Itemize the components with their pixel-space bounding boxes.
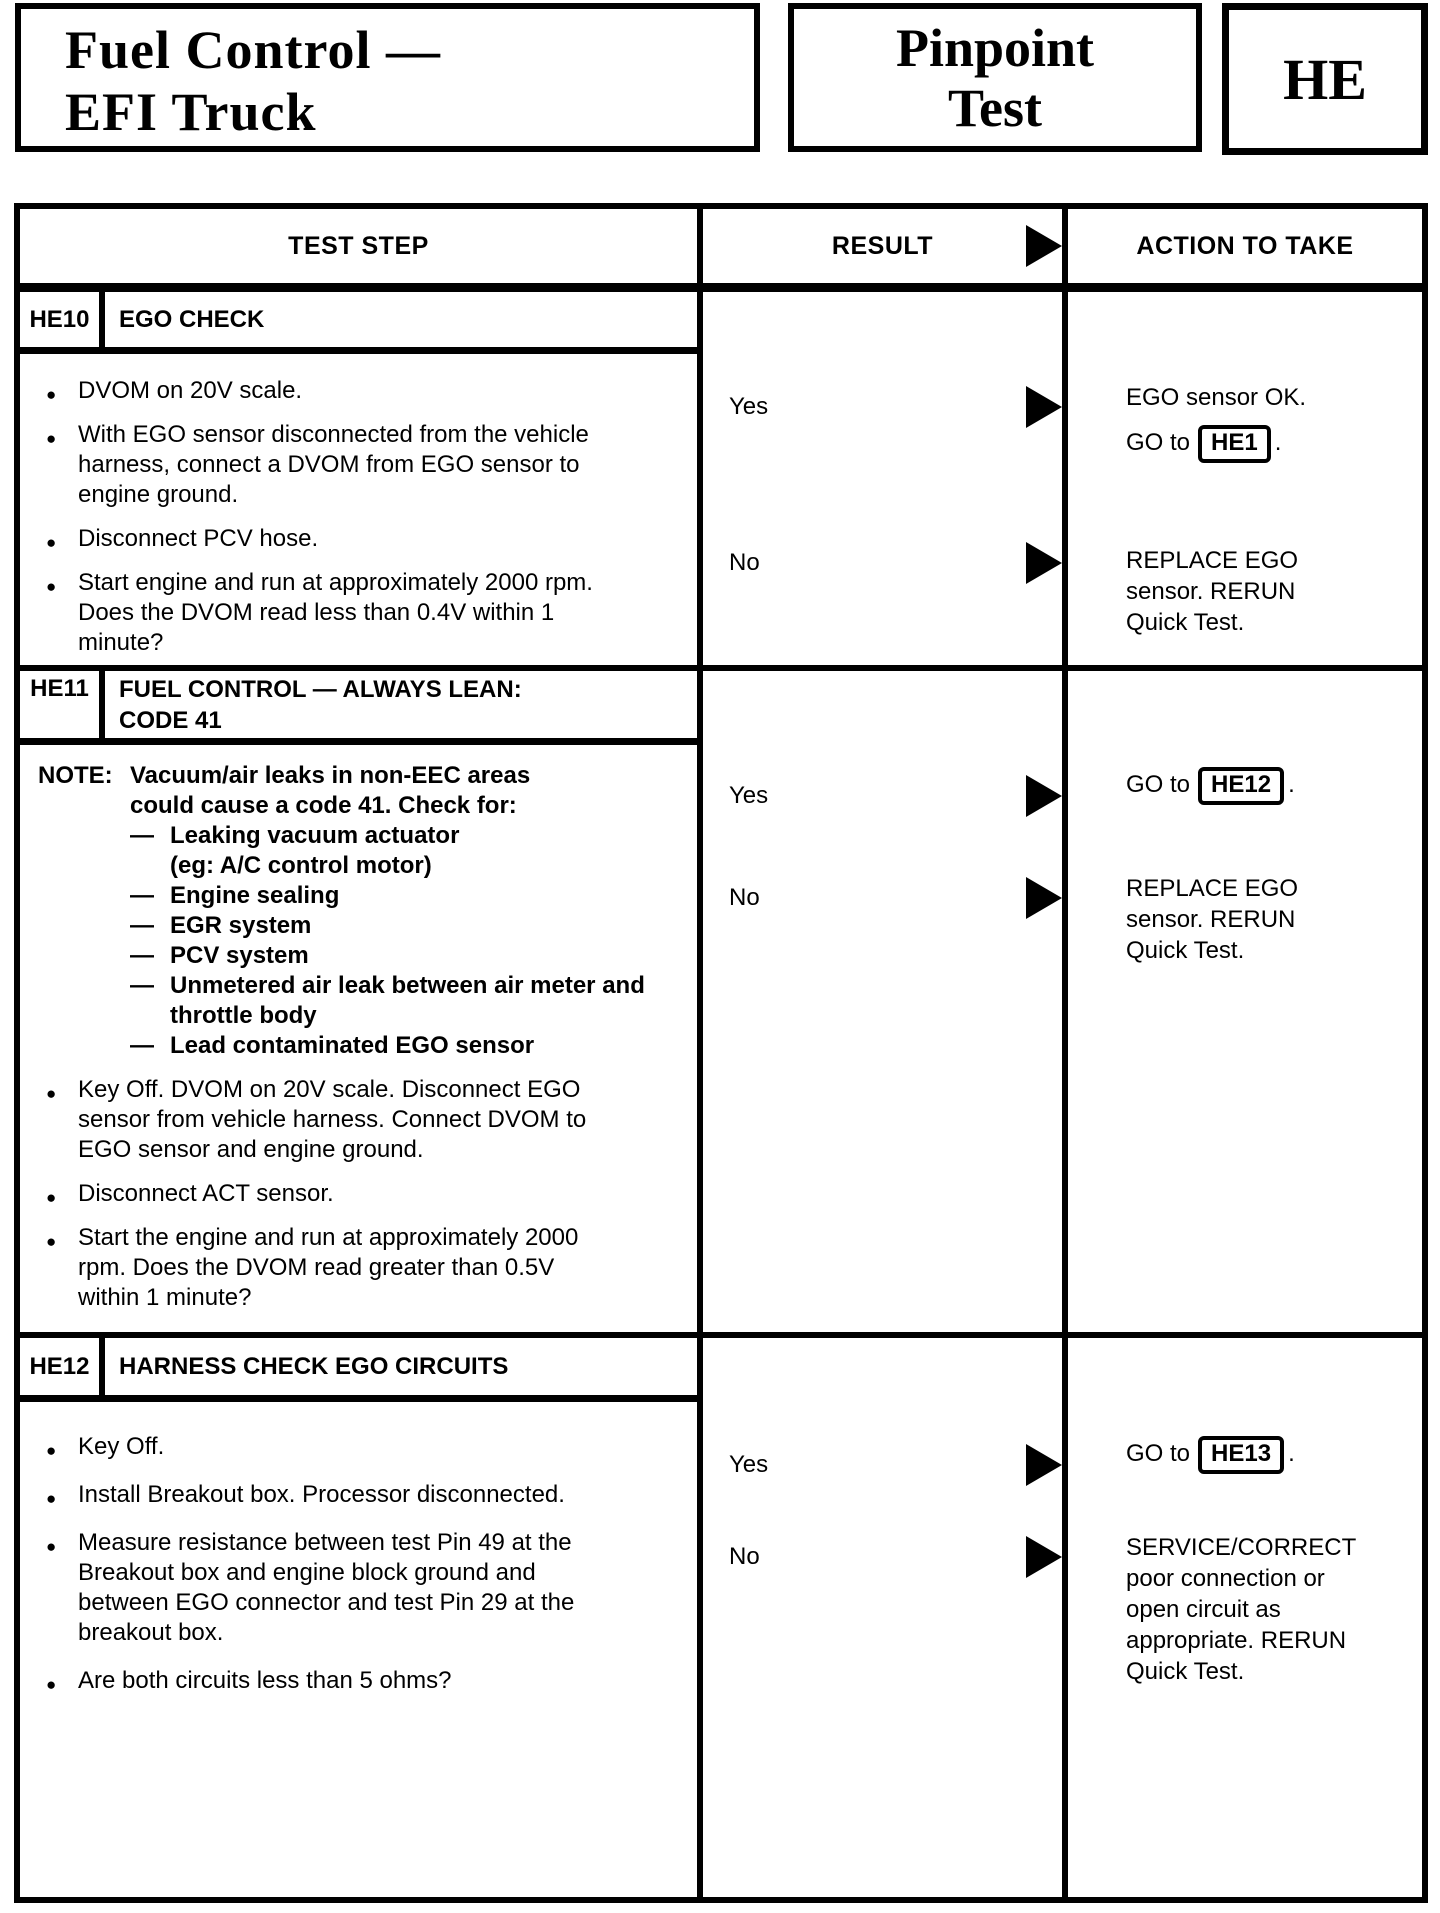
step-title-he10: EGO CHECK xyxy=(119,306,265,333)
he12-action-no-text: SERVICE/CORRECT poor connection or open circuit as appropriate. RERUN Quick Test. xyxy=(1126,1534,1356,1685)
section-he11-band-row xyxy=(20,665,1422,745)
result-arrow-icon xyxy=(1026,775,1062,817)
he10-step-item: ● Disconnect PCV hose. xyxy=(38,524,593,554)
he11-note xyxy=(38,761,677,1061)
system-title-line2: EFI Truck xyxy=(65,82,317,142)
he10-action-no-text: REPLACE EGO sensor. RERUN Quick Test. xyxy=(1126,547,1299,636)
pinpoint-test-table xyxy=(14,203,1428,1903)
he12-result-yes-label: Yes xyxy=(729,1451,769,1478)
result-arrow-icon xyxy=(1026,877,1062,919)
note-text: Vacuum/air leaks in non-EEC areas could cause a code 41. Check for: xyxy=(130,762,531,819)
note-items xyxy=(130,821,677,1061)
go-to-text: GO to xyxy=(1126,429,1191,456)
step-title2-he11: CODE 41 xyxy=(119,707,222,734)
ref-box-he1: HE1 xyxy=(1198,425,1271,463)
he10-result-yes-label: Yes xyxy=(729,393,769,420)
step-code-he11: HE11 xyxy=(20,671,105,738)
he10-action-no xyxy=(1126,545,1348,638)
ref-box-he13: HE13 xyxy=(1198,1436,1284,1474)
page-code: HE xyxy=(1283,46,1367,112)
he10-result-no-label: No xyxy=(729,549,760,576)
page-code-box xyxy=(1222,3,1428,155)
he12-test-steps xyxy=(20,1402,697,1897)
system-title-box xyxy=(15,3,760,152)
he12-action-yes xyxy=(1126,1436,1348,1474)
section-he12-content-row xyxy=(20,1402,1422,1897)
he12-action-no xyxy=(1126,1532,1356,1687)
note-item: — EGR system xyxy=(130,912,312,939)
go-to-period: . xyxy=(1288,771,1295,798)
he12-result-no-label: No xyxy=(729,1543,760,1570)
note-item: — Leaking vacuum actuator (eg: A/C control motor) xyxy=(130,822,460,879)
result-arrow-icon xyxy=(1026,225,1062,267)
he11-result-yes-label: Yes xyxy=(729,782,769,809)
pinpoint-test-line2: Test xyxy=(947,77,1043,138)
he12-results xyxy=(697,1402,1062,1897)
he12-result-yes xyxy=(729,1450,1062,1480)
he11-result-yes xyxy=(729,781,1062,811)
result-arrow-icon xyxy=(1026,1444,1062,1486)
he12-step-item: ● Are both circuits less than 5 ohms? xyxy=(38,1666,593,1696)
step-title-he11: FUEL CONTROL — ALWAYS LEAN: xyxy=(119,676,522,703)
section-he10-band xyxy=(20,292,697,354)
section-he11-band xyxy=(20,671,697,745)
step-code-he12: HE12 xyxy=(20,1338,105,1395)
col-header-result xyxy=(697,209,1062,283)
he11-actions xyxy=(1062,745,1422,1332)
go-to-period: . xyxy=(1288,1440,1295,1467)
section-he11-content-row xyxy=(20,745,1422,1332)
note-item: — PCV system xyxy=(130,942,309,969)
section-he12-band-row xyxy=(20,1332,1422,1402)
system-title-line1: Fuel Control — xyxy=(65,20,441,80)
he12-actions xyxy=(1062,1402,1422,1897)
he11-action-yes xyxy=(1126,767,1348,805)
note-label: NOTE: xyxy=(38,762,113,789)
step-title-he12: HARNESS CHECK EGO CIRCUITS xyxy=(119,1353,509,1380)
he10-test-steps xyxy=(20,354,697,665)
col-header-test-step: TEST STEP xyxy=(288,231,429,260)
go-to-text: GO to xyxy=(1126,1440,1191,1467)
he10-actions xyxy=(1062,354,1422,665)
he10-result-no xyxy=(729,548,1062,578)
he10-results xyxy=(697,354,1062,665)
he11-result-no xyxy=(729,883,1062,913)
result-arrow-icon xyxy=(1026,386,1062,428)
section-he10-band-row xyxy=(20,292,1422,354)
he11-result-no-label: No xyxy=(729,884,760,911)
he10-action-yes-text: EGO sensor OK. xyxy=(1126,384,1307,411)
he10-result-yes xyxy=(729,392,1062,422)
pinpoint-test-line1: Pinpoint xyxy=(895,17,1095,78)
section-he12-band xyxy=(20,1338,697,1402)
he11-results xyxy=(697,745,1062,1332)
note-item: — Unmetered air leak between air meter and throttle body xyxy=(130,972,645,1029)
he11-step-item: ● Start the engine and run at approximately 2000 rpm. Does the DVOM read greater than 0.5V within 1 minute? xyxy=(38,1223,593,1313)
section-he10-content-row xyxy=(20,354,1422,665)
he12-result-no xyxy=(729,1542,1062,1572)
ref-box-he12: HE12 xyxy=(1198,767,1284,805)
go-to-period: . xyxy=(1274,429,1282,456)
col-header-result-label: RESULT xyxy=(831,231,934,260)
he12-step-item: ● Install Breakout box. Processor disconnected. xyxy=(38,1480,593,1510)
he12-step-item: ● Measure resistance between test Pin 49 at the Breakout box and engine block ground and between EGO connector and test Pin 29 at the breakout box. xyxy=(38,1528,593,1648)
result-arrow-icon xyxy=(1026,1536,1062,1578)
result-arrow-icon xyxy=(1026,542,1062,584)
he10-step-item: ● DVOM on 20V scale. xyxy=(38,376,593,406)
he11-step-item: ● Key Off. DVOM on 20V scale. Disconnect EGO sensor from vehicle harness. Connect DVOM to EGO sensor and engine ground. xyxy=(38,1075,593,1165)
page-header xyxy=(15,3,1440,155)
go-to-text: GO to xyxy=(1126,771,1191,798)
note-item: — Lead contaminated EGO sensor xyxy=(130,1032,535,1059)
he11-action-no xyxy=(1126,873,1348,966)
he10-action-yes xyxy=(1126,382,1348,463)
col-header-action: ACTION TO TAKE xyxy=(1062,209,1422,283)
he11-test-steps xyxy=(20,745,697,1332)
he10-step-item: ● Start engine and run at approximately 2000 rpm. Does the DVOM read less than 0.4V within 1 minute? xyxy=(38,568,593,658)
table-header-row xyxy=(20,209,1422,292)
he12-step-item: ● Key Off. xyxy=(38,1432,593,1462)
he11-action-no-text: REPLACE EGO sensor. RERUN Quick Test. xyxy=(1126,875,1299,964)
step-code-he10: HE10 xyxy=(20,292,105,347)
pinpoint-test-box xyxy=(788,3,1202,152)
note-item: — Engine sealing xyxy=(130,882,340,909)
he10-step-item: ● With EGO sensor disconnected from the vehicle harness, connect a DVOM from EGO sensor to engine ground. xyxy=(38,420,593,510)
he11-step-item: ● Disconnect ACT sensor. xyxy=(38,1179,593,1209)
